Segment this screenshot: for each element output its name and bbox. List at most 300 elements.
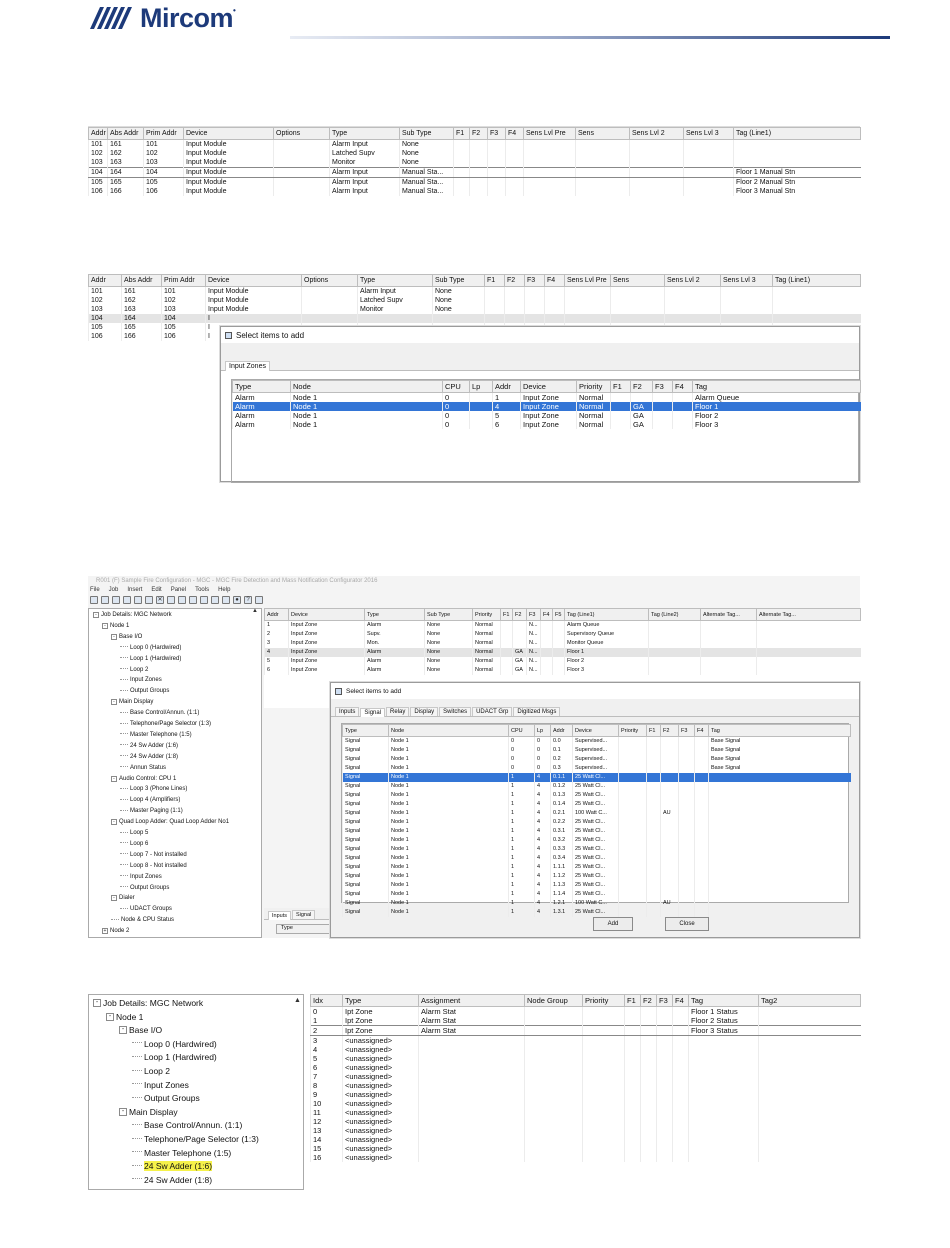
cell-assignment	[419, 1135, 525, 1144]
cell-priority	[619, 863, 647, 872]
menu-panel[interactable]: Panel	[170, 587, 187, 593]
menu-edit[interactable]: Edit	[151, 587, 162, 593]
column-header-sub-type[interactable]: Sub Type	[433, 275, 485, 287]
tree-item-telephone-page-selector-1-3[interactable]	[132, 1134, 259, 1144]
column-header-f2[interactable]: F2	[505, 275, 525, 287]
context-help-icon[interactable]	[255, 596, 263, 604]
tab-switches[interactable]: Switches	[439, 707, 471, 716]
compare-icon[interactable]	[211, 596, 219, 604]
column-header-f1[interactable]: F1	[485, 275, 505, 287]
cell-addr: 0.1.2	[551, 782, 573, 791]
table-row[interactable]	[343, 809, 851, 818]
column-header-alternate-tag[interactable]: Alternate Tag...	[701, 609, 757, 621]
tree-item-base-i-o[interactable]	[111, 634, 142, 640]
tab-relay[interactable]: Relay	[386, 707, 409, 716]
cell-priority	[583, 1090, 625, 1099]
menu-job[interactable]: Job	[108, 587, 119, 593]
table-row[interactable]	[311, 1036, 861, 1046]
paste-icon[interactable]	[134, 596, 142, 604]
tree-item-master-telephone-1-5[interactable]	[132, 1148, 231, 1158]
cell-f3	[525, 296, 545, 305]
table-row[interactable]	[89, 314, 861, 323]
tree-item-job-details-mgc-network[interactable]	[93, 612, 172, 618]
column-header-type[interactable]: Type	[343, 725, 389, 737]
cell-priority	[619, 818, 647, 827]
table-row[interactable]	[233, 402, 861, 411]
tree-scroll-up-icon[interactable]: ▲	[294, 997, 301, 1004]
tree-item-input-zones[interactable]	[120, 874, 162, 880]
cell-sub-type: None	[425, 666, 473, 675]
column-header-f4[interactable]: F4	[673, 995, 689, 1007]
column-header-f1[interactable]: F1	[501, 609, 513, 621]
cell-node: Node 1	[389, 827, 509, 836]
table-row[interactable]	[343, 746, 851, 755]
cell-f3	[679, 791, 695, 800]
column-header-device[interactable]: Device	[206, 275, 302, 287]
column-header-tag-line1[interactable]: Tag (Line1)	[734, 128, 861, 140]
cell-idx: 4	[311, 1045, 343, 1054]
open-icon[interactable]	[101, 596, 109, 604]
table-row[interactable]	[265, 657, 861, 666]
column-header-sens-lvl-3[interactable]: Sens Lvl 3	[721, 275, 773, 287]
cell-node: Node 1	[291, 420, 443, 429]
cell-type: Signal	[343, 845, 389, 854]
toolbar	[90, 596, 263, 604]
tree-item-24-sw-adder-1-6[interactable]	[132, 1161, 212, 1171]
tree-item-job-details-mgc-network[interactable]	[93, 998, 203, 1008]
table-row[interactable]	[311, 1026, 861, 1036]
column-header-tag[interactable]: Tag	[693, 381, 861, 393]
column-header-f3[interactable]: F3	[525, 275, 545, 287]
delete-icon[interactable]: ✕	[157, 597, 163, 603]
table-row[interactable]	[311, 1090, 861, 1099]
table-row[interactable]	[89, 187, 861, 196]
column-header-f2[interactable]: F2	[470, 128, 488, 140]
cell-f2: AU	[661, 809, 679, 818]
tree-item-loop-8-not-installed[interactable]	[120, 863, 187, 869]
column-header-f3[interactable]: F3	[488, 128, 506, 140]
menu-file[interactable]: File	[90, 587, 100, 593]
tab-digitized-msgs[interactable]: Digitized Msgs	[513, 707, 560, 716]
tree-item-quad-loop-adder-quad-loop-adder-no1[interactable]	[111, 819, 229, 825]
column-header-node[interactable]: Node	[291, 381, 443, 393]
collapse-icon[interactable]: -	[111, 776, 117, 782]
cell-priority	[619, 890, 647, 899]
column-header-abs-addr[interactable]: Abs Addr	[122, 275, 162, 287]
cell-f2	[513, 630, 527, 639]
tree-item-loop-6[interactable]	[120, 841, 148, 847]
cell-f4	[673, 402, 693, 411]
column-header-priority[interactable]: Priority	[583, 995, 625, 1007]
cell-f2	[470, 149, 488, 158]
tree-item-master-telephone-1-5[interactable]	[120, 732, 192, 738]
table-row[interactable]	[311, 1007, 861, 1017]
column-header-tag-line2[interactable]: Tag (Line2)	[649, 609, 701, 621]
column-header-priority[interactable]: Priority	[577, 381, 611, 393]
column-header-f3[interactable]: F3	[679, 725, 695, 737]
table-row[interactable]	[89, 158, 861, 168]
column-header-device[interactable]: Device	[573, 725, 619, 737]
cell-f4	[695, 872, 709, 881]
column-header-tag-line1[interactable]: Tag (Line1)	[773, 275, 861, 287]
table-row[interactable]	[89, 296, 861, 305]
upload-icon[interactable]	[189, 596, 197, 604]
column-header-priority[interactable]: Priority	[619, 725, 647, 737]
table-row[interactable]	[343, 782, 851, 791]
column-header-sub-type[interactable]: Sub Type	[425, 609, 473, 621]
cell-f2	[661, 800, 679, 809]
column-header-f4[interactable]: F4	[695, 725, 709, 737]
column-header-type[interactable]: Type	[365, 609, 425, 621]
cell-priority	[619, 737, 647, 747]
tree-item-input-zones[interactable]	[120, 677, 162, 683]
collapse-icon[interactable]: -	[111, 634, 117, 640]
column-header-f5[interactable]: F5	[553, 609, 565, 621]
cell-f4	[541, 666, 553, 675]
tree-item-loop-5[interactable]	[120, 830, 148, 836]
table-row[interactable]	[311, 1016, 861, 1026]
tree-item-loop-2[interactable]	[132, 1066, 170, 1076]
tree-item-output-groups[interactable]	[120, 885, 169, 891]
cell-tag2	[759, 1026, 861, 1036]
cell-node: Node 1	[389, 800, 509, 809]
cell-lp	[470, 411, 493, 420]
column-header-sens[interactable]: Sens	[576, 128, 630, 140]
column-header-cpu[interactable]: CPU	[443, 381, 470, 393]
column-header-tag-line1[interactable]: Tag (Line1)	[565, 609, 649, 621]
tree-item-loop-1-hardwired[interactable]	[120, 656, 181, 662]
column-header-tag2[interactable]: Tag2	[759, 995, 861, 1007]
cell-addr: 1.2.1	[551, 899, 573, 908]
tree-item-node-cpu-status[interactable]	[111, 917, 174, 923]
column-header-f4[interactable]: F4	[541, 609, 553, 621]
table-row[interactable]	[233, 420, 861, 429]
table-row[interactable]	[343, 908, 851, 917]
tree-item-label: Loop 0 (Hardwired)	[144, 1038, 217, 1049]
bottom-tab-inputs[interactable]: Inputs	[268, 911, 291, 920]
tree-item-node-1[interactable]	[102, 623, 129, 629]
column-header-f1[interactable]: F1	[647, 725, 661, 737]
collapse-icon[interactable]: -	[106, 1013, 114, 1021]
cell-sens-lvl-2	[665, 287, 721, 297]
column-header-lp[interactable]: Lp	[535, 725, 551, 737]
column-header-f3[interactable]: F3	[527, 609, 541, 621]
cell-sens-lvl-3	[684, 158, 734, 168]
tree-item-annun-status[interactable]	[120, 765, 166, 771]
cell-f4	[673, 1054, 689, 1063]
print-icon[interactable]	[167, 596, 175, 604]
table-row[interactable]	[343, 827, 851, 836]
cell-abs-addr: 163	[122, 305, 162, 314]
column-header-node-group[interactable]: Node Group	[525, 995, 583, 1007]
cell-addr: 105	[89, 323, 122, 332]
cell-sens-lvl-3	[721, 305, 773, 314]
column-header-tag[interactable]: Tag	[689, 995, 759, 1007]
column-header-type[interactable]: Type	[343, 995, 419, 1007]
edit-icon[interactable]	[112, 596, 120, 604]
tree-item-output-groups[interactable]	[132, 1093, 200, 1103]
table-row[interactable]	[311, 1153, 861, 1162]
record-icon[interactable]: ●	[233, 596, 241, 604]
tree-item-loop-1-hardwired[interactable]	[132, 1052, 217, 1062]
table-row[interactable]	[343, 890, 851, 899]
tree-item-loop-0-hardwired[interactable]	[120, 645, 181, 651]
tree-item-input-zones[interactable]	[132, 1080, 189, 1090]
table-row[interactable]	[343, 899, 851, 908]
column-header-sens[interactable]: Sens	[611, 275, 665, 287]
cell-node-group	[525, 1144, 583, 1153]
collapse-icon[interactable]: -	[111, 819, 117, 825]
cell-node-group	[525, 1117, 583, 1126]
table-row[interactable]	[311, 1045, 861, 1054]
tab-udact-grp[interactable]: UDACT Grp	[472, 707, 512, 716]
tree-item-24-sw-adder-1-8[interactable]	[120, 754, 178, 760]
cell-tag-line1: Alarm Queue	[565, 621, 649, 631]
tree-item-audio-control-cpu-1[interactable]	[111, 776, 176, 782]
tree-item-output-groups[interactable]	[120, 688, 169, 694]
table-row[interactable]	[265, 666, 861, 675]
column-header-prim-addr[interactable]: Prim Addr	[144, 128, 184, 140]
table-row[interactable]	[311, 1054, 861, 1063]
cell-assignment: Alarm Stat	[419, 1007, 525, 1017]
cell-type: Alarm Input	[330, 140, 400, 150]
table-row[interactable]	[343, 863, 851, 872]
cell-tag	[689, 1144, 759, 1153]
column-header-alternate-tag[interactable]: Alternate Tag...	[757, 609, 861, 621]
table-row[interactable]	[89, 168, 861, 178]
column-header-type[interactable]: Type	[233, 381, 291, 393]
table-row[interactable]	[265, 621, 861, 631]
table-row[interactable]	[343, 737, 851, 747]
table-row[interactable]	[89, 287, 861, 297]
table-row[interactable]	[343, 764, 851, 773]
tab-input-zones[interactable]: Input Zones	[225, 361, 270, 371]
column-header-device[interactable]: Device	[289, 609, 365, 621]
column-header-f2[interactable]: F2	[661, 725, 679, 737]
table-row[interactable]	[311, 1099, 861, 1108]
tree-item-label: Master Paging (1:1)	[130, 808, 183, 815]
table-row[interactable]	[343, 845, 851, 854]
tree-item-loop-0-hardwired[interactable]	[132, 1039, 217, 1049]
menu-help[interactable]: Help	[218, 587, 231, 593]
expand-icon[interactable]: +	[103, 928, 107, 935]
cell-f4	[545, 287, 565, 297]
column-header-sens-lvl-pre[interactable]: Sens Lvl Pre	[524, 128, 576, 140]
column-header-f3[interactable]: F3	[653, 381, 673, 393]
cell-f3	[488, 168, 506, 178]
tree-item-24-sw-adder-1-6[interactable]	[120, 743, 178, 749]
column-header-device[interactable]: Device	[184, 128, 274, 140]
table-row[interactable]	[311, 1117, 861, 1126]
menu-tools[interactable]: Tools	[195, 587, 210, 593]
collapse-icon[interactable]: -	[111, 699, 117, 705]
column-header-options[interactable]: Options	[302, 275, 358, 287]
column-header-addr[interactable]: Addr	[265, 609, 289, 621]
table-row[interactable]	[89, 149, 861, 158]
tree-item-base-control-annun-1-1[interactable]	[120, 710, 199, 716]
column-header-cpu[interactable]: CPU	[509, 725, 535, 737]
tree-item-loop-7-not-installed[interactable]	[120, 852, 187, 858]
table-row[interactable]	[343, 881, 851, 890]
cell-tag	[709, 791, 851, 800]
download-icon[interactable]	[178, 596, 186, 604]
table-row[interactable]	[233, 393, 861, 403]
table-row[interactable]	[89, 305, 861, 314]
column-header-prim-addr[interactable]: Prim Addr	[162, 275, 206, 287]
column-header-addr[interactable]: Addr	[551, 725, 573, 737]
tree-item-telephone-page-selector-1-3[interactable]	[120, 721, 211, 727]
column-header-f4[interactable]: F4	[506, 128, 524, 140]
table-row[interactable]	[343, 773, 851, 782]
window-title: R001 (F) Sample Fire Configuration - MGC - MGC Fire Detection and Mass Notification Configurator 2016	[96, 578, 378, 584]
column-header-f2[interactable]: F2	[641, 995, 657, 1007]
cell-f1	[647, 800, 661, 809]
tree-item-loop-4-amplifiers[interactable]	[120, 797, 180, 803]
table-row[interactable]	[343, 818, 851, 827]
copy-icon[interactable]	[123, 596, 131, 604]
table-row[interactable]	[311, 1126, 861, 1135]
tree-item-udact-groups[interactable]	[120, 906, 172, 912]
column-header-priority[interactable]: Priority	[473, 609, 501, 621]
help-icon[interactable]: ?	[244, 596, 252, 604]
table-row[interactable]	[311, 1081, 861, 1090]
table-row[interactable]	[265, 648, 861, 657]
column-header-addr[interactable]: Addr	[89, 128, 108, 140]
table-row[interactable]	[343, 791, 851, 800]
collapse-icon[interactable]: -	[93, 612, 99, 618]
table-row[interactable]	[311, 1144, 861, 1153]
column-header-f4[interactable]: F4	[545, 275, 565, 287]
bottom-tab-signal[interactable]: Signal	[292, 910, 315, 919]
column-header-f1[interactable]: F1	[454, 128, 470, 140]
column-header-sens-lvl-3[interactable]: Sens Lvl 3	[684, 128, 734, 140]
collapse-icon[interactable]: -	[102, 623, 108, 629]
new-icon[interactable]	[90, 596, 98, 604]
cell-addr: 0.3.3	[551, 845, 573, 854]
tree-item-master-paging-1-1[interactable]	[120, 808, 183, 814]
tree-scroll-up-icon[interactable]: ▲	[252, 608, 258, 614]
table-row[interactable]	[89, 140, 861, 150]
column-header-options[interactable]: Options	[274, 128, 330, 140]
table-row[interactable]	[343, 872, 851, 881]
column-header-type[interactable]: Type	[330, 128, 400, 140]
column-header-f1[interactable]: F1	[611, 381, 631, 393]
cell-f3	[679, 746, 695, 755]
tree-item-main-display[interactable]	[111, 699, 153, 705]
column-header-f3[interactable]: F3	[657, 995, 673, 1007]
table-row[interactable]	[343, 755, 851, 764]
table-row[interactable]	[233, 411, 861, 420]
column-header-sens-lvl-2[interactable]: Sens Lvl 2	[665, 275, 721, 287]
cell-lp: 4	[535, 818, 551, 827]
cell-f4	[673, 393, 693, 403]
table-row[interactable]	[343, 800, 851, 809]
column-header-device[interactable]: Device	[521, 381, 577, 393]
tree-item-loop-2[interactable]	[120, 667, 148, 673]
column-header-f4[interactable]: F4	[673, 381, 693, 393]
tree-item-main-display[interactable]	[119, 1107, 178, 1117]
cell-f4	[673, 1090, 689, 1099]
cell-type: Monitor	[358, 305, 433, 314]
column-header-lp[interactable]: Lp	[470, 381, 493, 393]
cell-f4	[673, 1126, 689, 1135]
cell-f4	[695, 854, 709, 863]
column-header-assignment[interactable]: Assignment	[419, 995, 525, 1007]
cell-f4	[545, 305, 565, 314]
tree-item-base-i-o[interactable]	[119, 1025, 162, 1035]
cell-type: Alarm	[233, 393, 291, 403]
cell-tag2	[759, 1099, 861, 1108]
column-header-tag[interactable]: Tag	[709, 725, 851, 737]
table-row[interactable]	[265, 630, 861, 639]
column-header-f2[interactable]: F2	[513, 609, 527, 621]
stop-icon[interactable]	[222, 596, 230, 604]
table-row[interactable]	[343, 854, 851, 863]
tree-item-node-1[interactable]	[106, 1012, 143, 1022]
table-row[interactable]	[311, 1108, 861, 1117]
column-header-addr[interactable]: Addr	[493, 381, 521, 393]
grid-icon[interactable]	[145, 596, 153, 604]
table-row[interactable]	[311, 1063, 861, 1072]
table-row[interactable]	[311, 1135, 861, 1144]
cell-tag: Base Signal	[709, 746, 851, 755]
cell-node: Node 1	[389, 818, 509, 827]
table-row[interactable]	[265, 639, 861, 648]
tab-inputs[interactable]: Inputs	[335, 707, 359, 716]
column-header-f2[interactable]: F2	[631, 381, 653, 393]
cell-priority	[583, 1144, 625, 1153]
cell-tag2	[759, 1054, 861, 1063]
column-header-abs-addr[interactable]: Abs Addr	[108, 128, 144, 140]
collapse-icon[interactable]: -	[111, 895, 117, 901]
transfer-icon[interactable]	[200, 596, 208, 604]
column-header-f1[interactable]: F1	[625, 995, 641, 1007]
cell-f4	[673, 420, 693, 429]
collapse-icon[interactable]: -	[93, 999, 101, 1007]
cell-sens-lvl-pre	[524, 168, 576, 178]
collapse-icon[interactable]: -	[119, 1108, 127, 1116]
tree-item-base-control-annun-1-1[interactable]	[132, 1120, 242, 1130]
cell-addr: 102	[89, 296, 122, 305]
brand-name: Mircom•	[140, 2, 236, 33]
column-header-idx[interactable]: Idx	[311, 995, 343, 1007]
collapse-icon[interactable]: -	[119, 1026, 127, 1034]
tab-display[interactable]: Display	[410, 707, 438, 716]
add-button[interactable]: Add	[593, 917, 633, 931]
cell-alternate-tag	[757, 666, 861, 675]
table-row[interactable]	[89, 178, 861, 188]
column-header-node[interactable]: Node	[389, 725, 509, 737]
tree-item-24-sw-adder-1-8[interactable]	[132, 1175, 212, 1185]
menu-insert[interactable]: Insert	[127, 587, 143, 593]
column-header-addr[interactable]: Addr	[89, 275, 122, 287]
column-header-sens-lvl-2[interactable]: Sens Lvl 2	[630, 128, 684, 140]
cell-sens-lvl-pre	[524, 178, 576, 188]
tab-signal[interactable]: Signal	[360, 708, 385, 717]
tree-item-node-2[interactable]	[102, 928, 129, 934]
table-row[interactable]	[343, 836, 851, 845]
cell-tag	[689, 1135, 759, 1144]
table-row[interactable]	[311, 1072, 861, 1081]
close-button[interactable]: Close	[665, 917, 709, 931]
tree-item-dialer[interactable]	[111, 895, 135, 901]
column-header-sub-type[interactable]: Sub Type	[400, 128, 454, 140]
column-header-type[interactable]: Type	[358, 275, 433, 287]
cell-node-group	[525, 1016, 583, 1026]
tree-item-loop-3-phone-lines[interactable]	[120, 786, 187, 792]
column-header-sens-lvl-pre[interactable]: Sens Lvl Pre	[565, 275, 611, 287]
cell-sens-lvl-2	[630, 158, 684, 168]
